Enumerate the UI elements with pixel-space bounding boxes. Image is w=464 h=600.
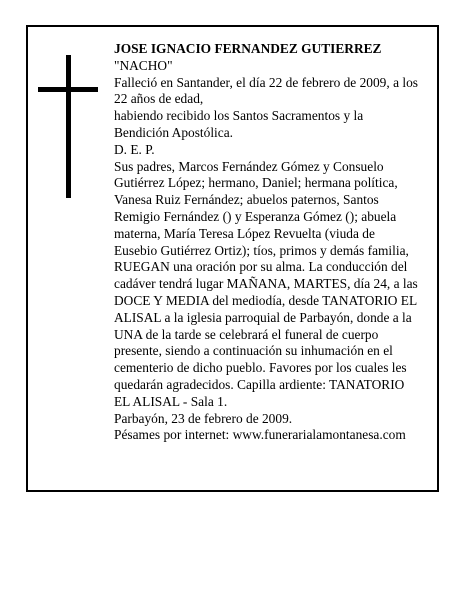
dep-line: D. E. P. — [114, 141, 155, 157]
notice-text — [114, 41, 419, 444]
family-and-funeral-details: Sus padres, Marcos Fernández Gómez y Consuelo Gutiérrez López; hermano, Daniel; hermana política, Vanesa Ruiz Fernández; abuelos paternos, Santos Remigio Fernández () y Esperanza Gómez (); abuela materna, María Teresa López Revuelta (viuda de Eusebio Gutiérrez Ortiz); tíos, primos y demás familia, RUEGAN una oración por su alma. La conducción del cadáver tendrá lugar MAÑANA, MARTES, día 24, a las DOCE Y MEDIA del mediodía, desde TANATORIO EL ALISAL a la iglesia parroquial de Parbayón, donde a la UNA de la tarde se celebrará el funeral de cuerpo presente, siendo a continuación su inhumación en el cementerio de dicho pueblo. Favores por los cuales les quedarán agradecidos. Capilla ardiente: TANATORIO EL ALISAL - Sala 1. — [114, 158, 418, 409]
cross-vertical-bar — [66, 55, 71, 198]
cross-horizontal-bar — [38, 87, 98, 92]
condolences-line: Pésames por internet: www.funerarialamontanesa.com — [114, 427, 406, 443]
sacraments-line: habiendo recibido los Santos Sacramentos y la Bendición Apostólica. — [114, 108, 364, 140]
cross-icon — [38, 55, 98, 198]
place-and-date: Parbayón, 23 de febrero de 2009. — [114, 410, 293, 426]
death-details: Falleció en Santander, el día 22 de febrero de 2009, a los 22 años de edad, — [114, 74, 418, 107]
deceased-nickname: "NACHO" — [114, 57, 173, 73]
deceased-name: JOSE IGNACIO FERNANDEZ GUTIERREZ — [114, 41, 382, 56]
obituary-notice — [26, 25, 439, 492]
